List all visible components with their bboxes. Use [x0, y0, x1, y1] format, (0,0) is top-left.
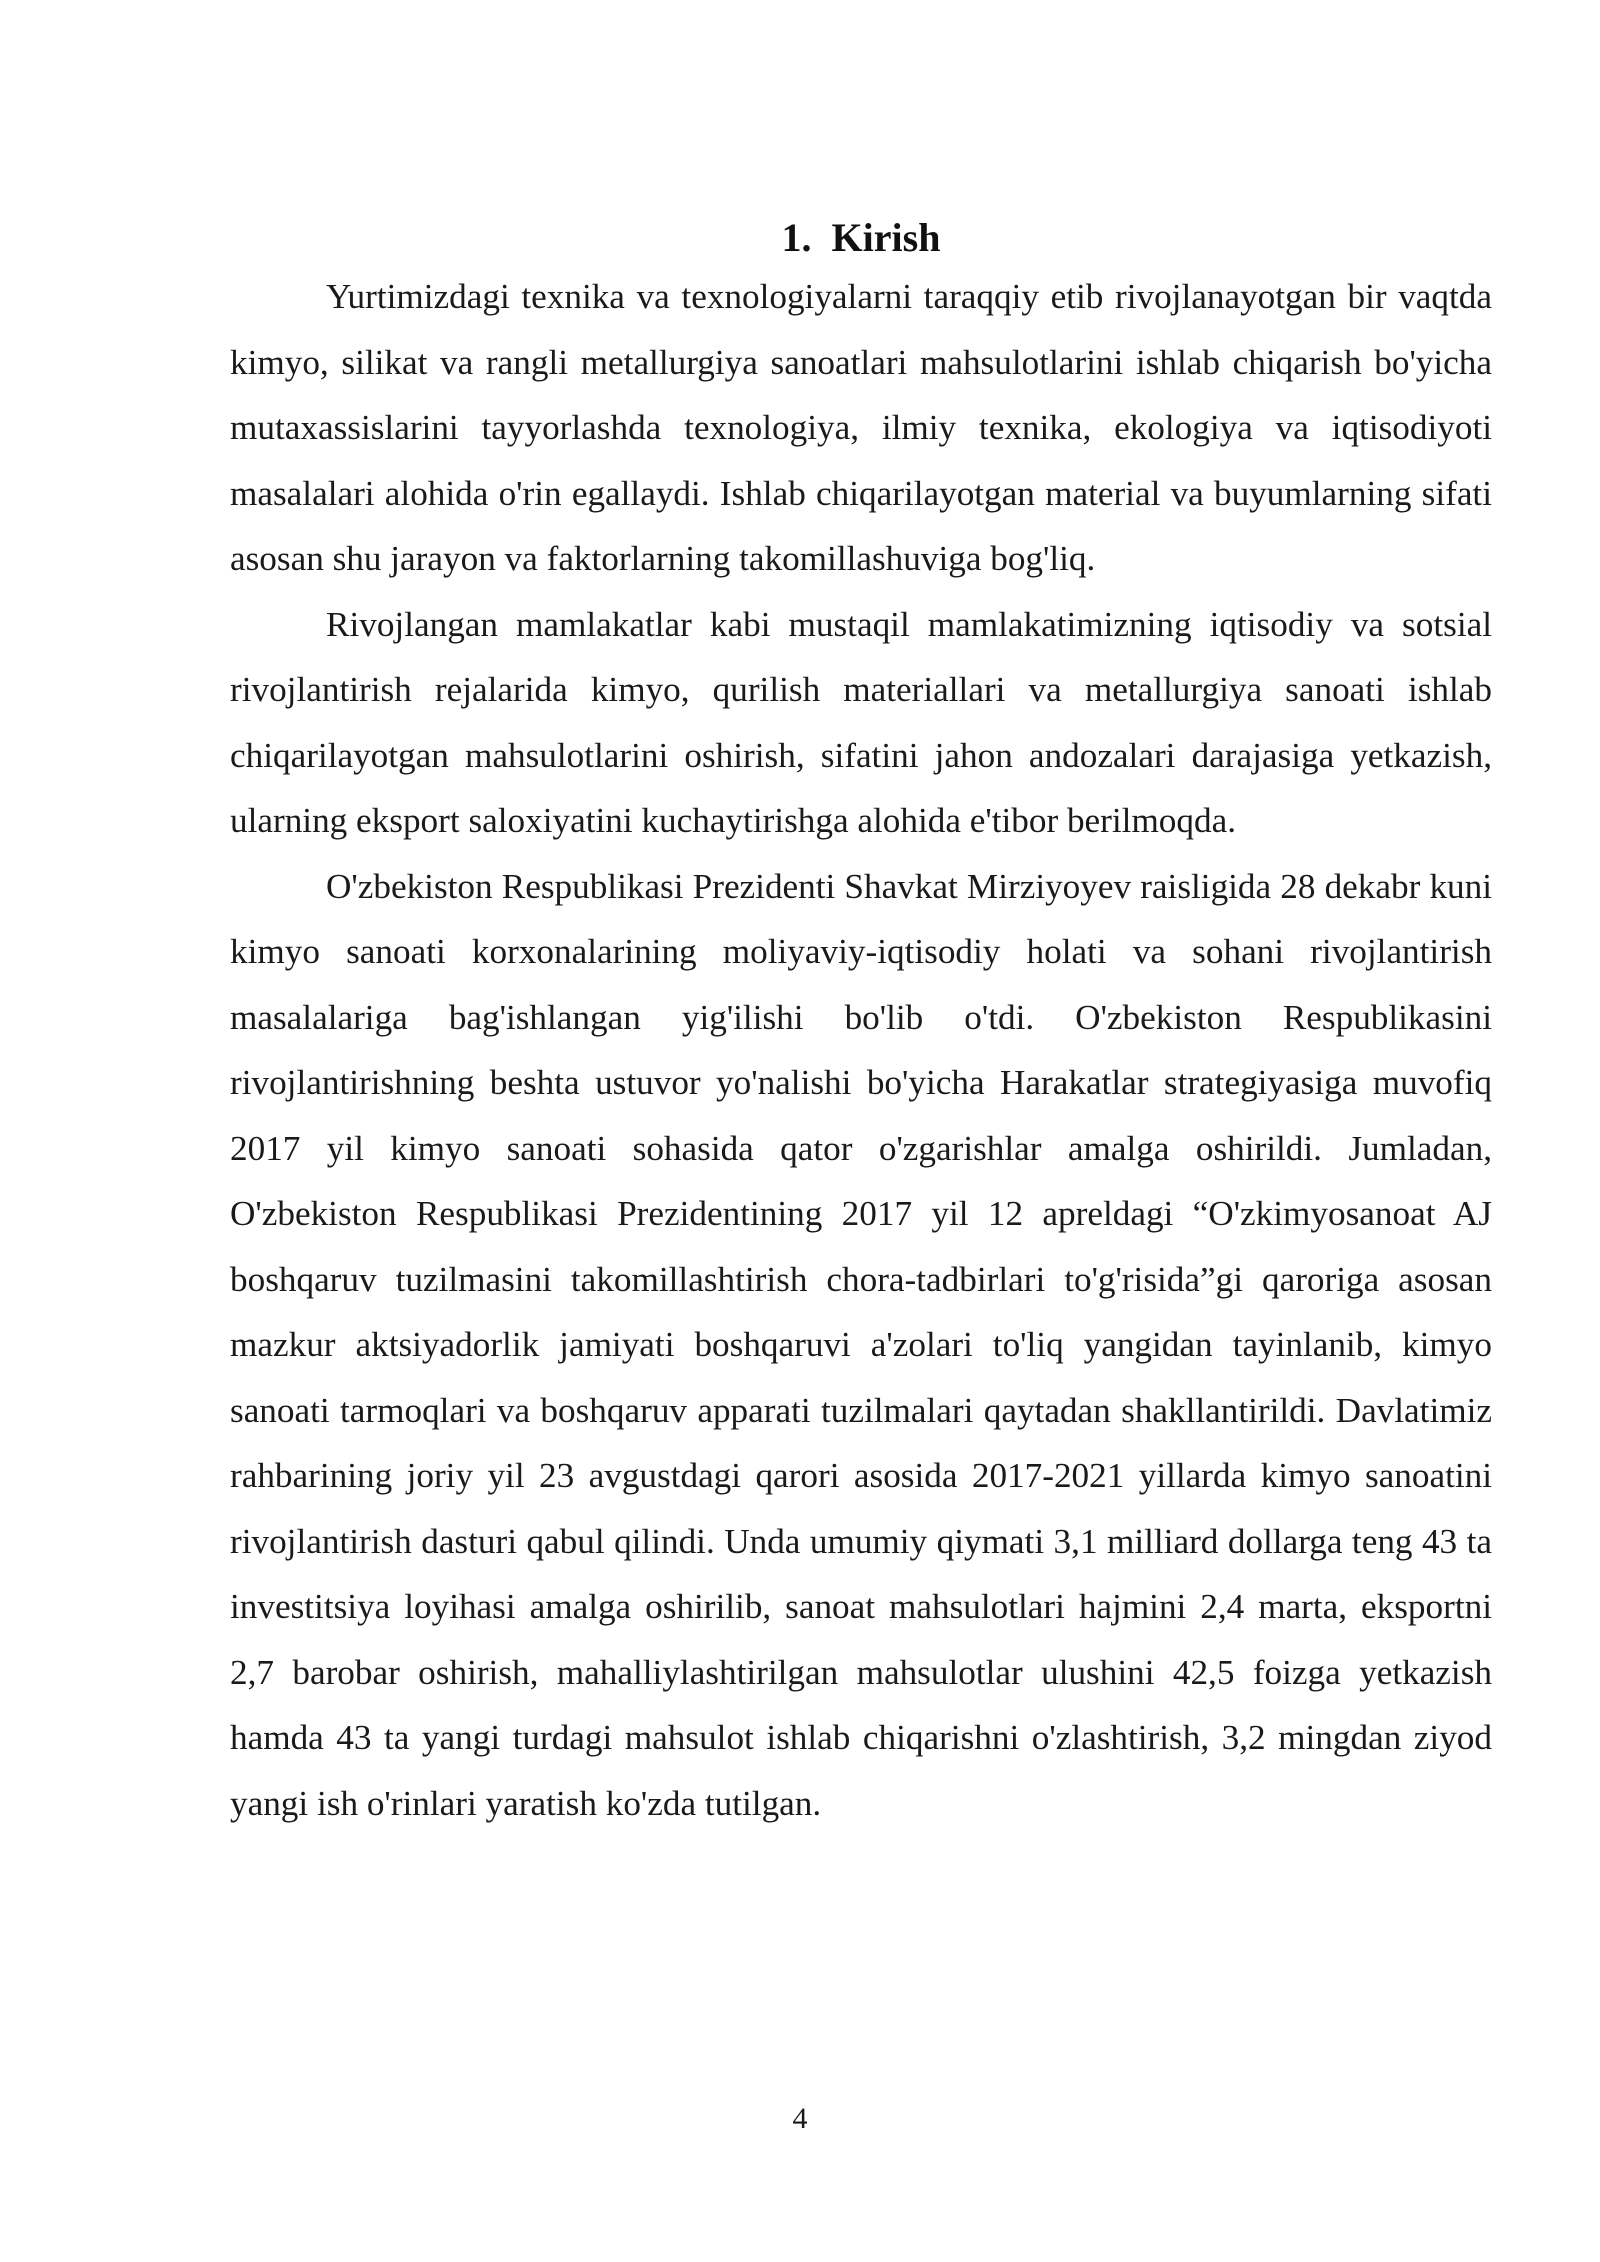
section-number: 1. [781, 215, 812, 260]
page-number: 4 [792, 2102, 808, 2135]
paragraph-1: Yurtimizdagi texnika va texnologiyalarni taraqqiy etib rivojlanayotgan bir vaqtda kimyo, silikat va rangli metallurgiya sanoatlari mahsulotlarini ishlab chiqarish bo'yicha mutaxassislarini tayyorlashda texnologiya, ilmiy texnika, ekologiya va iqtisodiyoti masalalari alohida o'rin egallaydi. Ishlab chiqarilayotgan material va buyumlarning sifati asosan shu jarayon va faktorlarning takomillashuviga bog'liq. [230, 277, 1492, 578]
section-heading [230, 212, 1492, 264]
paragraph-2: Rivojlangan mamlakatlar kabi mustaqil mamlakatimizning iqtisodiy va sotsial rivojlantirish rejalarida kimyo, qurilish materiallari va metallurgiya sanoati ishlab chiqarilayotgan mahsulotlarini oshirish, sifatini jahon andozalari darajasiga yetkazish, ularning eksport saloxiyatini kuchaytirishga alohida e'tibor berilmoqda. [230, 604, 1492, 840]
section-title: Kirish [831, 215, 941, 260]
paragraph-3: O'zbekiston Respublikasi Prezidenti Shavkat Mirziyoyev raisligida 28 dekabr kuni kimyo sanoati korxonalarining moliyaviy-iqtisodiy holati va sohani rivojlantirish masalalariga bag'ishlangan yig'ilishi bo'lib o'tdi. O'zbekiston Respublikasini rivojlantirishning beshta ustuvor yo'nalishi bo'yicha Harakatlar strategiyasiga muvofiq 2017 yil kimyo sanoati sohasida qator o'zgarishlar amalga oshirildi. Jumladan, O'zbekiston Respublikasi Prezidentining 2017 yil 12 apreldagi “O'zkimyosanoat AJ boshqaruv tuzilmasini takomillashtirish chora-tadbirlari to'g'risida”gi qaroriga asosan mazkur aktsiyadorlik jamiyati boshqaruvi a'zolari to'liq yangidan tayinlanib, kimyo sanoati tarmoqlari va boshqaruv apparati tuzilmalari qaytadan shakllantirildi. Davlatimiz rahbarining joriy yil 23 avgustdagi qarori asosida 2017-2021 yillarda kimyo sanoatini rivojlantirish dasturi qabul qilindi. Unda umumiy qiymati 3,1 milliard dollarga teng 43 ta investitsiya loyihasi amalga oshirilib, sanoat mahsulotlari hajmini 2,4 marta, eksportni 2,7 barobar oshirish, mahalliylashtirilgan mahsulotlar ulushini 42,5 foizga yetkazish hamda 43 ta yangi turdagi mahsulot ishlab chiqarishni o'zlashtirish, 3,2 mingdan ziyod yangi ish o'rinlari yaratish ko'zda tutilgan. [230, 866, 1492, 1823]
page-content [230, 212, 1492, 1836]
